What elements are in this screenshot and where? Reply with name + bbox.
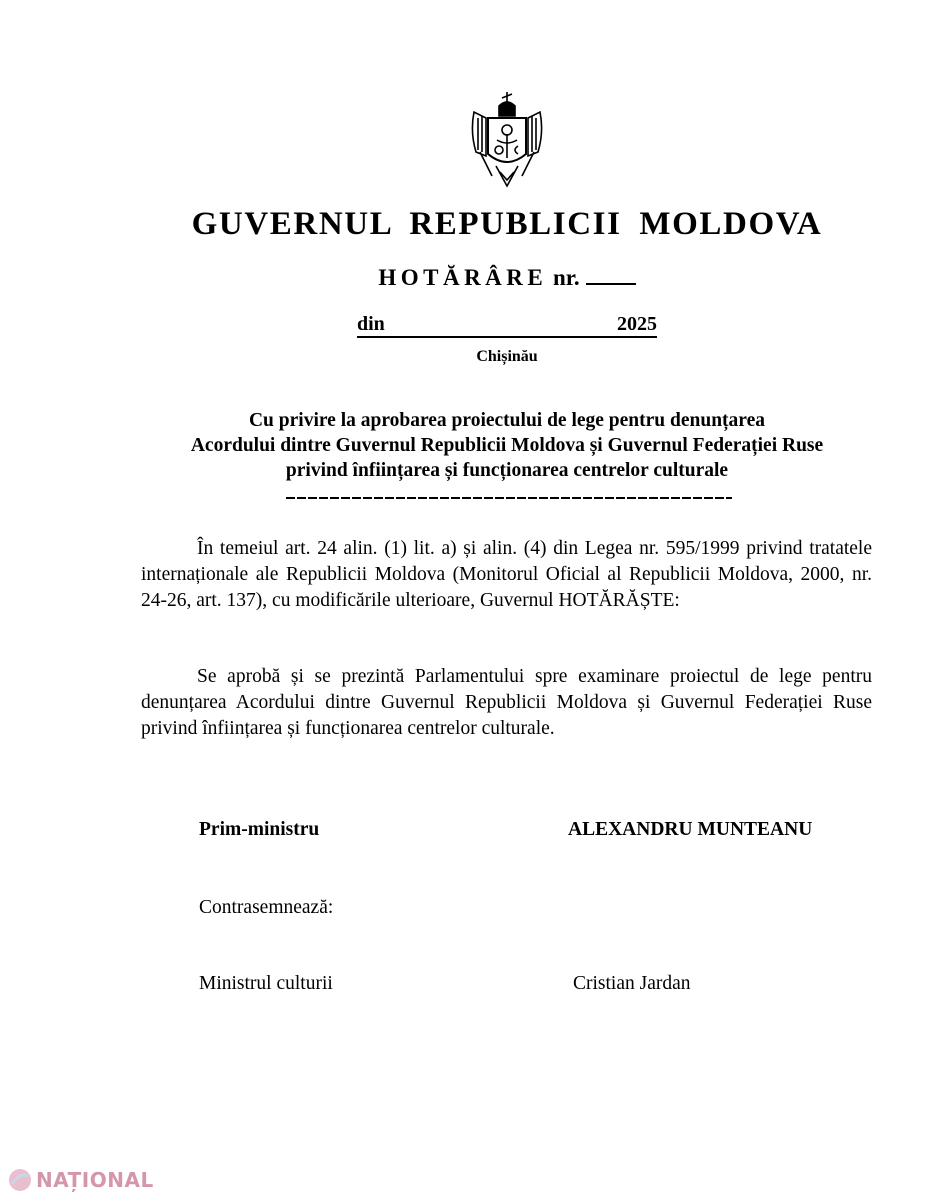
subject-line: Acordului dintre Guvernul Republicii Moldova și Guvernul Federației Ruse [190,435,824,456]
number-blank [586,263,636,285]
subject-line: privind înființarea și funcționarea centrelor culturale [285,460,729,481]
date-year: 2025 [617,313,657,335]
date-line [357,312,657,338]
prime-minister-name: ALEXANDRU MUNTEANU [568,819,813,840]
separator-line [286,482,732,502]
legal-basis-paragraph [141,536,872,614]
decision-title [0,263,948,291]
government-title: GUVERNUL REPUBLICII MOLDOVA [191,206,823,242]
minister-name: Cristian Jardan [573,973,691,994]
coat-of-arms-icon [466,92,548,188]
decision-subject [100,408,914,483]
decision-word: HOTĂRÂRE [378,265,548,290]
prime-minister-label: Prim-ministru [199,819,320,840]
watermark-text: NAȚIONAL [36,1168,154,1192]
paragraph-text: Se aprobă și se prezintă Parlamentului spre examinare proiectul de lege pentru denunțarea Acordului dintre Guvernul Republicii Moldova și Guvernul Federației Ruse privind înființarea și funcționarea centrelor culturale. [141,666,872,739]
number-label: nr. [553,265,580,290]
subject-line: Cu privire la aprobarea proiectului de lege pentru denunțarea [248,410,766,431]
city-label: Chișinău [476,348,538,365]
watermark-logo [8,1168,154,1192]
decision-paragraph [141,664,872,742]
minister-label: Ministrul culturii [199,973,333,994]
watermark-globe-icon [8,1168,32,1192]
date-prefix: din [357,313,385,335]
countersign-label: Contrasemnează: [199,897,334,918]
paragraph-text: În temeiul art. 24 alin. (1) lit. a) și alin. (4) din Legea nr. 595/1999 privind tratatele internaționale ale Republicii Moldova (Monitorul Oficial al Republicii Moldova, 2000, nr. 24-26, art. 137), cu modificările ulterioare, Guvernul HOTĂRĂȘTE: [141,538,872,611]
